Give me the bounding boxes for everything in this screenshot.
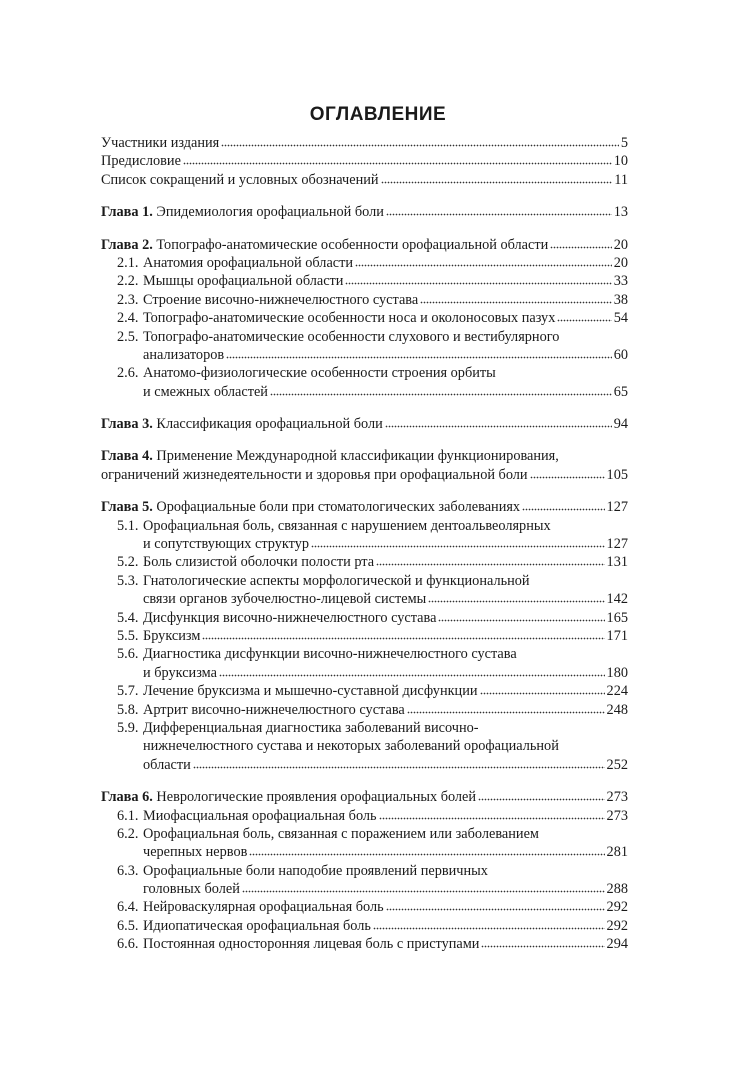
toc-entry[interactable]	[101, 134, 628, 152]
section-number: 5.1.	[117, 517, 139, 534]
toc-section-entry[interactable]	[101, 609, 628, 627]
section-number: 5.2.	[117, 554, 139, 571]
toc-entry-text: Орофациальные боли при стоматологических заболеваниях	[152, 499, 521, 516]
toc-chapter-entry[interactable]	[101, 415, 628, 433]
dot-leader	[373, 918, 605, 930]
dot-leader	[438, 610, 604, 622]
dot-leader	[385, 416, 612, 428]
toc-entry-text: Орофациальные боли наподобие проявлений первичных	[143, 862, 488, 879]
toc-section-entry[interactable]	[101, 517, 628, 535]
toc-section-entry[interactable]	[101, 627, 628, 645]
toc-section-entry[interactable]	[101, 825, 628, 843]
toc-section-entry[interactable]	[101, 364, 628, 382]
toc-section-entry[interactable]	[101, 862, 628, 880]
toc-page-number: 20	[613, 254, 628, 271]
toc-entry-text: Орофациальная боль, связанная с нарушением дентоальвеолярных	[143, 517, 551, 534]
toc-page-number: 294	[606, 936, 628, 953]
toc-entry-continuation[interactable]	[101, 880, 628, 898]
dot-leader	[355, 255, 612, 267]
toc-entry-text: и бруксизма	[143, 664, 217, 681]
toc-entry-text: Анатомо-физиологические особенности строения орбиты	[143, 365, 496, 382]
toc-page-number: 94	[613, 416, 628, 433]
toc-entry-text: Гнатологические аспекты морфологической и функциональной	[143, 572, 530, 589]
toc-page-number: 142	[606, 591, 628, 608]
toc-entry-continuation[interactable]	[101, 756, 628, 774]
toc-entry-text: ограничений жизнедеятельности и здоровья при орофациальной боли	[101, 466, 528, 483]
toc-chapter-entry[interactable]	[101, 498, 628, 516]
toc-page-number: 180	[606, 664, 628, 681]
dot-leader	[221, 135, 619, 147]
toc-page-number: 171	[606, 627, 628, 644]
section-number: 5.9.	[117, 719, 139, 736]
dot-leader	[193, 757, 605, 769]
section-number: 6.5.	[117, 917, 139, 934]
dot-leader	[386, 204, 612, 216]
toc-entry-text: области	[143, 756, 191, 773]
toc-entry-continuation[interactable]	[101, 664, 628, 682]
toc-page-number: 105	[606, 466, 628, 483]
dot-leader	[428, 591, 604, 603]
toc-page-number: 131	[606, 554, 628, 571]
dot-leader	[183, 153, 612, 165]
section-number: 5.5.	[117, 627, 139, 644]
toc-entry-continuation[interactable]	[101, 383, 628, 401]
toc-entry-text: и смежных областей	[143, 383, 268, 400]
toc-page-number: 54	[613, 310, 628, 327]
toc-section-entry[interactable]	[101, 917, 628, 935]
toc-entry[interactable]	[101, 152, 628, 170]
section-number: 6.4.	[117, 899, 139, 916]
toc-section-entry[interactable]	[101, 291, 628, 309]
toc-entry-text: Применение Международной классификации функционирования,	[152, 448, 559, 465]
table-of-contents	[101, 134, 628, 954]
section-number: 2.5.	[117, 328, 139, 345]
toc-entry-text: Участники издания	[101, 135, 220, 151]
toc-page-number: 127	[606, 499, 628, 516]
toc-page-number: 33	[613, 273, 628, 290]
dot-leader	[407, 702, 605, 714]
toc-chapter-entry[interactable]	[101, 203, 628, 221]
dot-leader	[420, 292, 611, 304]
section-number: 6.1.	[117, 807, 139, 824]
toc-entry-text: Миофасциальная орофациальная боль	[143, 807, 377, 824]
toc-section-entry[interactable]	[101, 807, 628, 825]
toc-entry-text: Постоянная односторонняя лицевая боль с приступами	[143, 936, 480, 953]
toc-page-number: 127	[606, 536, 628, 553]
dot-leader	[270, 384, 612, 396]
dot-leader	[345, 273, 611, 285]
toc-page-number: 60	[613, 346, 628, 363]
dot-leader	[379, 808, 605, 820]
dot-leader	[202, 628, 604, 640]
section-number: 5.8.	[117, 701, 139, 718]
dot-leader	[557, 310, 611, 322]
toc-section-entry[interactable]	[101, 682, 628, 700]
toc-section-entry[interactable]	[101, 935, 628, 953]
dot-leader	[480, 683, 605, 695]
section-number: 6.6.	[117, 936, 139, 953]
toc-page-number: 273	[606, 807, 628, 824]
dot-leader	[219, 665, 605, 677]
toc-entry-text: головных болей	[143, 881, 240, 898]
toc-page-number: 224	[606, 683, 628, 700]
dot-leader	[481, 936, 604, 948]
toc-entry-text: Боль слизистой оболочки полости рта	[143, 554, 375, 571]
toc-entry-text: Артрит височно-нижнечелюстного сустава	[143, 701, 405, 718]
toc-entry-continuation[interactable]	[101, 590, 628, 608]
toc-entry-text: черепных нервов	[143, 844, 248, 861]
toc-section-entry[interactable]	[101, 572, 628, 590]
toc-entry-text: Строение височно-нижнечелюстного сустава	[143, 291, 419, 308]
toc-chapter-entry[interactable]	[101, 447, 628, 465]
toc-page-number: 10	[613, 153, 628, 170]
toc-page-number: 288	[606, 881, 628, 898]
section-number: 2.6.	[117, 365, 139, 382]
chapter-label: Глава 1.	[101, 204, 153, 221]
dot-leader	[386, 899, 605, 911]
toc-entry-text: Анатомия орофациальной области	[143, 254, 354, 271]
chapter-label: Глава 5.	[101, 499, 153, 516]
toc-page-number: 292	[606, 899, 628, 916]
toc-page-number: 38	[613, 291, 628, 308]
toc-page-number: 248	[606, 701, 628, 718]
toc-section-entry[interactable]	[101, 309, 628, 327]
toc-entry-text: связи органов зубочелюстно-лицевой системы	[143, 591, 427, 608]
toc-page-number: 273	[606, 789, 628, 806]
toc-page-number: 252	[606, 756, 628, 773]
dot-leader	[530, 467, 605, 479]
section-number: 2.1.	[117, 254, 139, 271]
toc-entry-text: Орофациальная боль, связанная с поражением или заболеванием	[143, 825, 539, 842]
toc-entry-text: анализаторов	[143, 346, 225, 363]
section-number: 2.4.	[117, 310, 139, 327]
toc-entry-text: Список сокращений и условных обозначений	[101, 171, 379, 188]
section-number: 6.3.	[117, 862, 139, 879]
dot-leader	[249, 844, 604, 856]
toc-entry-text: Топографо-анатомические особенности носа и околоносовых пазух	[143, 310, 556, 327]
toc-section-entry[interactable]	[101, 898, 628, 916]
section-number: 5.6.	[117, 646, 139, 663]
toc-entry-text: Неврологические проявления орофациальных болей	[152, 789, 477, 806]
chapter-label: Глава 2.	[101, 236, 153, 253]
chapter-label: Глава 4.	[101, 448, 153, 465]
toc-page-number: 5	[620, 135, 628, 151]
toc-section-entry[interactable]	[101, 645, 628, 663]
toc-page-number: 65	[613, 383, 628, 400]
toc-chapter-entry[interactable]	[101, 788, 628, 806]
toc-section-entry[interactable]	[101, 553, 628, 571]
toc-entry-text: Топографо-анатомические особенности слухового и вестибулярного	[143, 328, 560, 345]
toc-entry-text: Диагностика дисфункции височно-нижнечелюстного сустава	[143, 646, 517, 663]
section-number: 5.3.	[117, 572, 139, 589]
toc-page-number: 165	[606, 609, 628, 626]
section-number: 2.3.	[117, 291, 139, 308]
section-number: 5.4.	[117, 609, 139, 626]
toc-page-number: 281	[606, 844, 628, 861]
toc-section-entry[interactable]	[101, 719, 628, 737]
section-number: 6.2.	[117, 825, 139, 842]
chapter-label: Глава 3.	[101, 416, 153, 433]
toc-section-entry[interactable]	[101, 701, 628, 719]
toc-entry-text: Нейроваскулярная орофациальная боль	[143, 899, 384, 916]
dot-leader	[311, 536, 605, 548]
chapter-label: Глава 6.	[101, 789, 153, 806]
toc-entry-text: и сопутствующих структур	[143, 536, 309, 553]
toc-entry-text: Лечение бруксизма и мышечно-суставной дисфункции	[143, 683, 478, 700]
toc-entry-continuation[interactable]	[101, 843, 628, 861]
dot-leader	[478, 789, 604, 801]
toc-entry-continuation[interactable]	[101, 346, 628, 364]
page-title: ОГЛАВЛЕНИЕ	[309, 104, 447, 125]
section-number: 5.7.	[117, 683, 139, 700]
toc-page-number: 292	[606, 917, 628, 934]
toc-entry-continuation[interactable]	[101, 466, 628, 484]
toc-entry-continuation[interactable]	[101, 737, 628, 755]
toc-entry-text: Классификация орофациальной боли	[152, 416, 383, 433]
toc-entry-text: Дисфункция височно-нижнечелюстного сустава	[143, 609, 437, 626]
toc-entry-text: Эпидемиология орофациальной боли	[152, 204, 384, 221]
toc-entry-text: Бруксизм	[143, 627, 201, 644]
dot-leader	[550, 237, 611, 249]
toc-chapter-entry[interactable]	[101, 236, 628, 254]
section-number: 2.2.	[117, 273, 139, 290]
toc-entry-text: Топографо-анатомические особенности орофациальной области	[152, 236, 549, 253]
toc-section-entry[interactable]	[101, 328, 628, 346]
toc-page-number: 13	[613, 204, 628, 221]
dot-leader	[522, 499, 604, 511]
dot-leader	[381, 172, 613, 184]
toc-section-entry[interactable]	[101, 254, 628, 272]
toc-entry-text: Дифференциальная диагностика заболеваний височно-	[143, 719, 479, 736]
dot-leader	[242, 881, 605, 893]
toc-entry-text: Мышцы орофациальной области	[143, 273, 344, 290]
toc-entry-text: Предисловие	[101, 153, 181, 170]
toc-entry-text: нижнечелюстного сустава и некоторых заболеваний орофациальной	[143, 738, 559, 755]
dot-leader	[376, 554, 604, 566]
toc-page-number: 11	[614, 171, 628, 188]
dot-leader	[226, 347, 612, 359]
toc-section-entry[interactable]	[101, 272, 628, 290]
toc-entry[interactable]	[101, 171, 628, 189]
toc-page-number: 20	[613, 236, 628, 253]
toc-entry-continuation[interactable]	[101, 535, 628, 553]
toc-entry-text: Идиопатическая орофациальная боль	[143, 917, 371, 934]
